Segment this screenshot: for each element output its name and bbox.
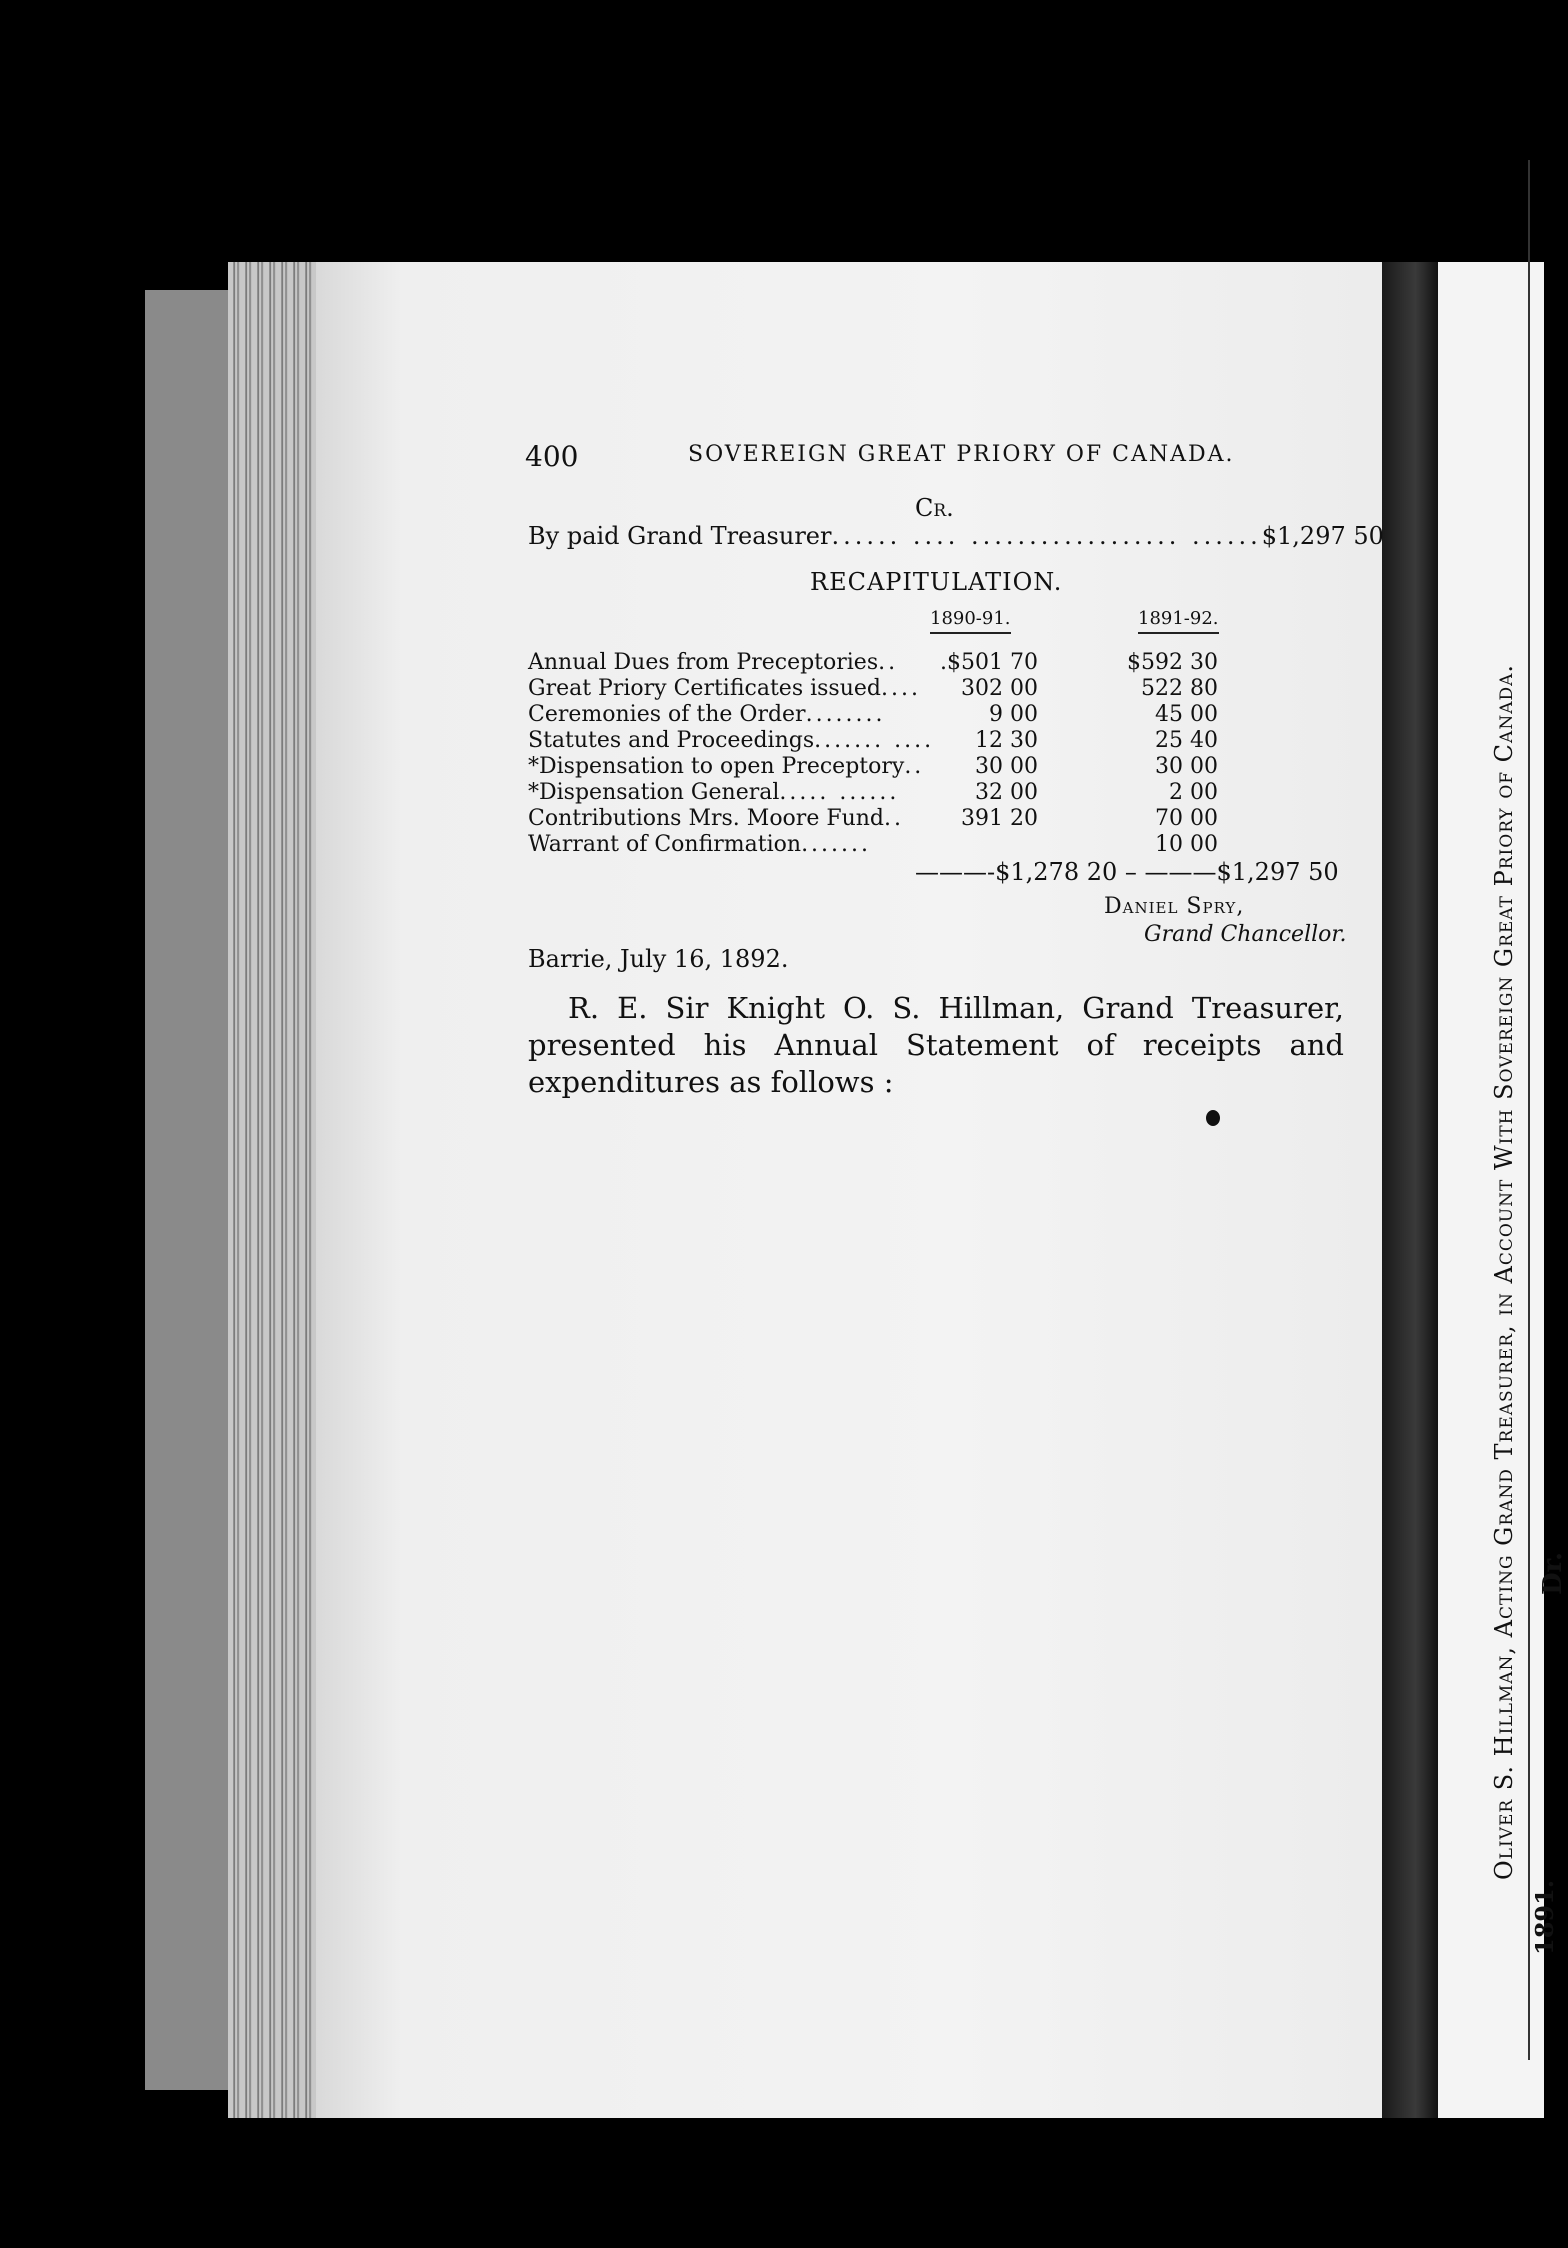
value-1891: 2 00 (1169, 780, 1218, 805)
recap-title: RECAPITULATION. (810, 568, 1063, 596)
row-label: Statutes and Proceedings....... .... (528, 728, 935, 753)
credit-heading: Cr. (915, 494, 954, 522)
value-1890: 302 00 (961, 676, 1038, 701)
row-label: *Dispensation General..... ...... (528, 780, 900, 805)
value-1890: 9 00 (989, 702, 1038, 727)
value-1890: 391 20 (961, 806, 1038, 831)
value-1890: .$501 70 (940, 650, 1038, 675)
signature-name: Daniel Spry, (1104, 894, 1245, 919)
row-label: Great Priory Certificates issued.... (528, 676, 921, 701)
ink-blot (1206, 1110, 1220, 1126)
facing-page-year: 1891. (1530, 1879, 1559, 1955)
page-number: 400 (525, 440, 579, 473)
row-label: Ceremonies of the Order........ (528, 702, 886, 727)
facing-page-dr: Dr. (1538, 1552, 1568, 1595)
leader-dots: ...... .... .................. ...... (831, 522, 1262, 550)
row-label: Contributions Mrs. Moore Fund.. (528, 806, 905, 831)
value-1890: 30 00 (975, 754, 1038, 779)
book-gutter (1382, 262, 1438, 2118)
running-header: SOVEREIGN GREAT PRIORY OF CANADA. (688, 442, 1235, 467)
year-header-1: 1890-91. (930, 608, 1011, 634)
year-header-2: 1891-92. (1138, 608, 1219, 634)
facing-page-rule (1528, 160, 1530, 2060)
page-stack-edges (228, 262, 316, 2118)
credit-amount: $1,297 50 (1261, 522, 1384, 550)
row-label: Warrant of Confirmation....... (528, 832, 872, 857)
date-line: Barrie, July 16, 1892. (528, 945, 789, 973)
value-1890: 12 30 (975, 728, 1038, 753)
value-1891: 10 00 (1155, 832, 1218, 857)
value-1890: 32 00 (975, 780, 1038, 805)
body-paragraph: R. E. Sir Knight O. S. Hillman, Grand Treasurer, presented his Annual Statement of receipts and expenditures as follows : (528, 991, 1344, 1099)
credit-row (528, 522, 1384, 550)
credit-label: By paid Grand Treasurer (528, 522, 832, 550)
facing-page-vertical-title: Oliver S. Hillman, Acting Grand Treasurer, in Account With Sovereign Great Priory of Canada. (1490, 663, 1518, 1880)
row-label: *Dispensation to open Preceptory.. (528, 754, 925, 779)
value-1891: 70 00 (1155, 806, 1218, 831)
totals-row: ———-$1,278 20 – ———$1,297 50 (915, 858, 1339, 886)
value-1891: 25 40 (1155, 728, 1218, 753)
value-1891: 45 00 (1155, 702, 1218, 727)
value-1891: 522 80 (1141, 676, 1218, 701)
value-1891: 30 00 (1155, 754, 1218, 779)
row-label: Annual Dues from Preceptories.. (528, 650, 899, 675)
value-1891: $592 30 (1127, 650, 1218, 675)
signature-title: Grand Chancellor. (1144, 922, 1347, 947)
